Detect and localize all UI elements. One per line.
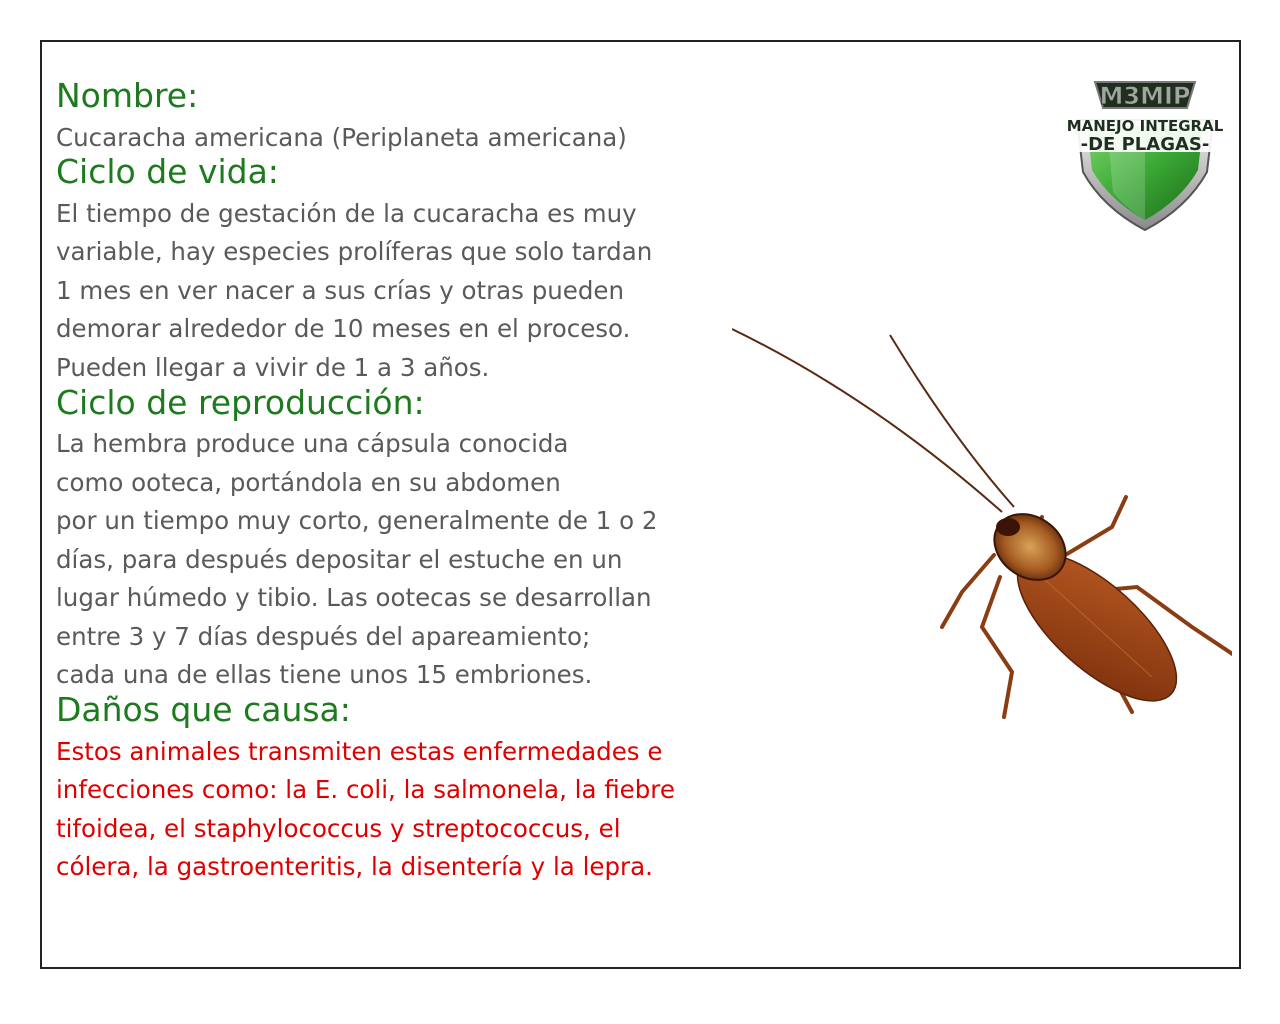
ciclo-vida-line: 1 mes en ver nacer a sus crías y otras pueden [56,276,625,305]
cockroach-illustration [732,327,1232,737]
ciclo-vida-line: Pueden llegar a vivir de 1 a 3 años. [56,353,490,382]
danos-line: tifoidea, el staphylococcus y streptococcus, el [56,814,621,843]
ciclo-reproduccion-line: por un tiempo muy corto, generalmente de 1 o 2 [56,506,658,535]
danos-line: Estos animales transmiten estas enfermedades e [56,737,663,766]
nombre-heading: Nombre: [56,76,199,115]
ciclo-vida-line: demorar alrededor de 10 meses en el proceso. [56,314,631,343]
logo-line2: -DE PLAGAS- [1080,134,1210,155]
ciclo-reproduccion-line: entre 3 y 7 días después del apareamiento; [56,622,591,651]
ciclo-reproduccion-heading: Ciclo de reproducción: [56,383,425,422]
ciclo-reproduccion-line: La hembra produce una cápsula conocida [56,429,569,458]
ciclo-reproduccion-line: lugar húmedo y tibio. Las ootecas se desarrollan [56,583,652,612]
m3mip-logo [1055,60,1235,236]
ciclo-vida-line: variable, hay especies prolíferas que solo tardan [56,237,653,266]
nombre-text: Cucaracha americana (Periplaneta americana) [56,123,627,152]
logo-top-label: M3MIP [1099,82,1191,110]
ciclo-reproduccion-line: como ooteca, portándola en su abdomen [56,468,561,497]
danos-line: infecciones como: la E. coli, la salmonela, la fiebre [56,775,675,804]
info-card [40,40,1241,969]
danos-heading: Daños que causa: [56,690,351,729]
ciclo-reproduccion-line: días, para después depositar el estuche en un [56,545,623,574]
ciclo-vida-line: El tiempo de gestación de la cucaracha es muy [56,199,637,228]
logo-line1: MANEJO INTEGRAL [1066,117,1224,135]
ciclo-reproduccion-line: cada una de ellas tiene unos 15 embriones. [56,660,593,689]
danos-line: cólera, la gastroenteritis, la disentería y la lepra. [56,852,653,881]
ciclo-vida-heading: Ciclo de vida: [56,152,279,191]
